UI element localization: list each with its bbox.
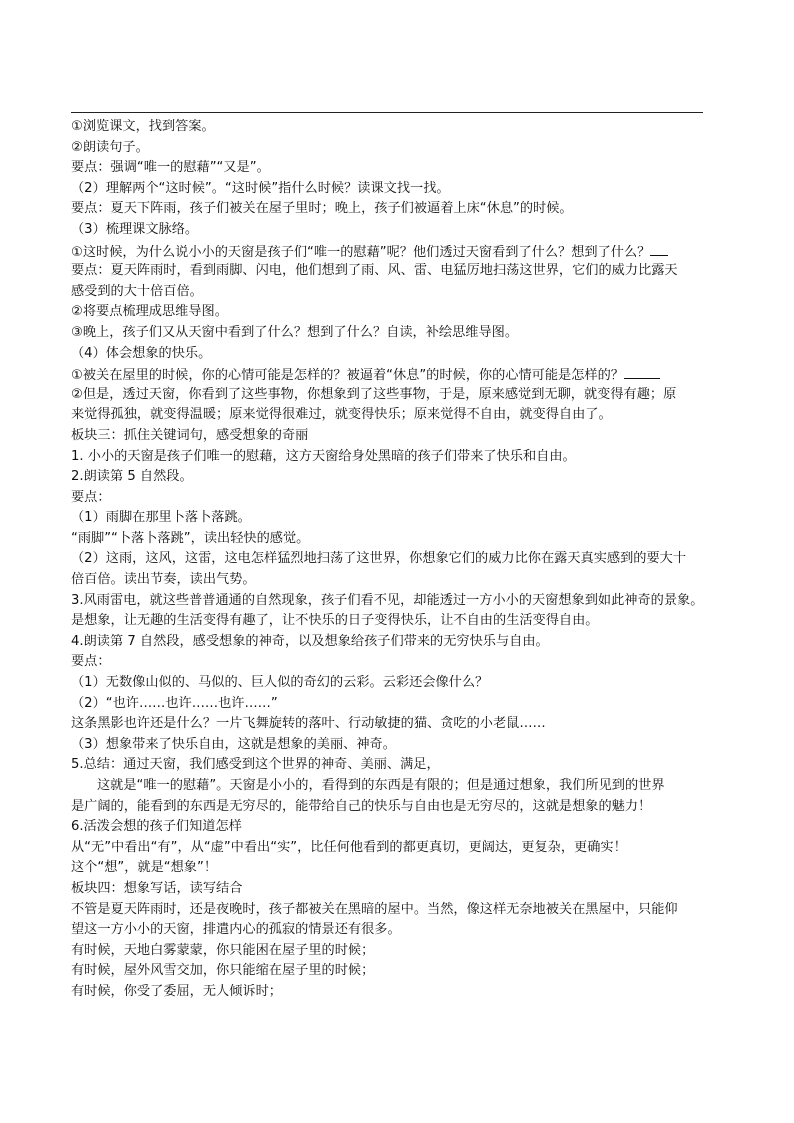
text-line: “雨脚”“卜落卜落跳”，读出轻快的感觉。 [71, 530, 310, 546]
text-line: 3.风雨雷电，就这些普普通通的自然现象，孩子们看不见，却能透过一方小小的天窗想象到如此神奇的景象。 [71, 592, 704, 608]
text-line: 5.总结：通过天窗，我们感受到这个世界的神奇、美丽、满足， [71, 757, 440, 773]
answer-blank[interactable] [624, 364, 660, 379]
text-line: 要点：夏天下阵雨，孩子们被关在屋子里时；晚上，孩子们被逼着上床“休息”的时候。 [71, 201, 573, 217]
text-line: 要点： [71, 654, 111, 670]
text-line: 6.活泼会想的孩子们知道怎样 [71, 819, 242, 835]
text-line: ③晚上，孩子们又从天窗中看到了什么？想到了什么？自读，补绘思维导图。 [71, 324, 519, 340]
text-line: 有时候，你受了委屈，无人倾诉时； [71, 983, 282, 999]
text-line: 这就是“唯一的慰藉”。天窗是小小的，看得到的东西是有限的；但是通过想象，我们所见到的世界 [97, 778, 665, 793]
text-line: 望这一方小小的天窗，排遣内心的孤寂的情景还有很多。 [71, 922, 401, 938]
text-line: （2）“也许……也许……也许……” [71, 695, 278, 711]
text-line: ②朗读句子。 [71, 139, 149, 155]
text-line: （3）想象带来了快乐自由，这就是想象的美丽、神奇。 [71, 736, 396, 752]
text-line: ①浏览课文，找到答案。 [71, 119, 215, 134]
text-line: ②但是，透过天窗，你看到了这些事物，你想象到了这些事物，于是，原来感觉到无聊，就变得有趣；原 [71, 386, 677, 402]
text-line: 2.朗读第 5 自然段。 [71, 469, 193, 485]
text-line: 有时候，屋外风雪交加，你只能缩在屋子里的时候； [71, 963, 375, 979]
text-line: （2）这雨，这风，这雷，这电怎样猛烈地扫荡了这世界，你想象它们的威力比你在露天真实感到的要大十 [71, 551, 687, 567]
text-line: 这条黑影也许还是什么？一片飞舞旋转的落叶、行动敏捷的猫、贪吃的小老鼠…… [71, 716, 546, 732]
text-line: （1）无数像山似的、马似的、巨人似的奇幻的云彩。云彩还会像什么？ [71, 675, 489, 691]
document-body [71, 117, 723, 1003]
text-line: ②将要点梳理成思维导图。 [71, 304, 228, 320]
text-line: 从“无”中看出“有”，从“虚”中看出“实”，比任何他看到的都更真切，更阔达，更复杂，更确实！ [71, 839, 627, 855]
text-line: 来觉得孤独，就变得温暖；原来觉得很难过，就变得快乐；原来觉得不自由，就变得自由了。 [71, 407, 612, 423]
text-line: 是广阔的，能看到的东西是无穷尽的，能带给自己的快乐与自由也是无穷尽的，这就是想象的魅力！ [71, 798, 652, 814]
text-line: 1. 小小的天窗是孩子们唯一的慰藉，这方天窗给身处黑暗的孩子们带来了快乐和自由。 [71, 448, 576, 464]
answer-blank[interactable] [650, 241, 668, 256]
text-line: （4）体会想象的快乐。 [71, 345, 212, 361]
text-line: 要点：夏天阵雨时，看到雨脚、闪电，他们想到了雨、风、雷、电猛厉地扫荡这世界，它们的威力比露天 [71, 263, 678, 279]
text-line: 有时候，天地白雾蒙蒙，你只能困在屋子里的时候； [71, 942, 375, 958]
text-line: 要点：强调“唯一的慰藉”“又是”。 [71, 160, 270, 176]
section-heading: 板块三：抓住关键词句，感受想象的奇丽 [71, 427, 309, 443]
text-line: 不管是夏天阵雨时，还是夜晚时，孩子都被关在黑暗的屋中。当然，像这样无奈地被关在黑屋中，只能仰 [71, 901, 678, 917]
text-line: 感受到的大十倍百倍。 [71, 283, 203, 299]
text-line: （2）理解两个“这时候”。“这时候”指什么时候？读课文找一找。 [71, 180, 450, 196]
text-line: 是想象，让无趣的生活变得有趣了，让不快乐的日子变得快乐，让不自由的生活变得自由。 [71, 613, 599, 629]
question-line [71, 364, 723, 385]
text-line: 4.朗读第 7 自然段，感受想象的神奇，以及想象给孩子们带来的无穷快乐与自由。 [71, 633, 549, 649]
question-line [71, 241, 723, 262]
text-line: 要点： [71, 489, 111, 505]
text-line: （3）梳理课文脉络。 [71, 221, 199, 237]
text-line: 这个“想”，就是“想象”！ [71, 860, 218, 876]
question-text: ①这时候，为什么说小小的天窗是孩子们“唯一的慰藉”呢？他们透过天窗看到了什么？想到了什么？ [71, 244, 651, 260]
text-line: 倍百倍。读出节奏，读出气势。 [71, 572, 256, 588]
section-heading: 板块四：想象写话，读写结合 [71, 880, 243, 896]
header-rule [71, 112, 703, 113]
text-line: （1）雨脚在那里卜落卜落跳。 [71, 510, 251, 526]
question-text: ①被关在屋里的时候，你的心情可能是怎样的？被逼着“休息”的时候，你的心情可能是怎样的？ [71, 368, 624, 384]
